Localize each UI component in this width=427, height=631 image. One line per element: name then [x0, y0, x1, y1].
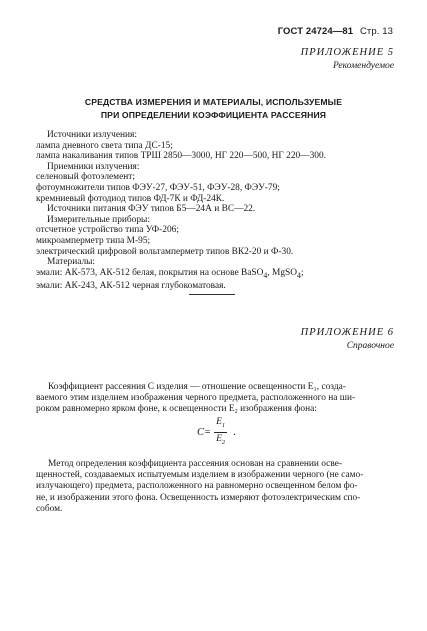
method-paragraph — [36, 459, 397, 515]
list-item: селеновый фотоэлемент; — [36, 172, 135, 183]
list-item: лампа накаливания типов ТРШ 2850—3000, НГ 220—500, НГ 220—300. — [36, 151, 326, 162]
list-item — [36, 268, 396, 281]
material-text: эмали: АК-573, АК-512 белая, покрытия на основе BaSO — [36, 267, 264, 278]
list-item: отсчетное устройство типа УФ-206; — [36, 225, 179, 236]
list-heading: Материалы: — [47, 257, 96, 268]
list-heading: Измерительные приборы: — [47, 214, 150, 225]
appendix-6-title: ПРИЛОЖЕНИЕ 6 — [300, 327, 394, 338]
text-line: роком равномерно ярком фоне, к освещенности E₂ изображения фона: — [36, 404, 317, 415]
section-divider — [189, 294, 235, 295]
formula-end-mark: . — [233, 426, 236, 438]
equipment-list — [36, 130, 396, 292]
formula-numerator — [214, 417, 227, 431]
appendix-5-subtitle: Рекомендуемое — [332, 61, 394, 71]
scattering-formula — [197, 417, 236, 448]
section-title-line-1: СРЕДСТВА ИЗМЕРЕНИЯ И МАТЕРИАЛЫ, ИСПОЛЬЗУЕМЫЕ — [84, 97, 343, 107]
denominator-symbol: E — [216, 433, 222, 444]
formula-fraction — [214, 417, 227, 448]
list-heading: Приемники излучения: — [47, 161, 140, 172]
section-title-line-2: ПРИ ОПРЕДЕЛЕНИИ КОЭФФИЦИЕНТА РАССЕЯНИЯ — [100, 110, 327, 120]
text-line: излучающего) предмета, расположенного на равномерно освещенном белом фо- — [36, 481, 358, 492]
text-line: ваемого этим изделием изображения черного предмета, расположенного на ши- — [36, 393, 356, 404]
text-line: Метод определения коэффициента рассеяния основан на сравнении осве- — [48, 459, 342, 469]
list-item: лампа дневного света типа ДС-15; — [36, 140, 173, 151]
standard-number: ГОСТ 24724—81 — [277, 26, 354, 37]
formula-lhs: C= — [197, 426, 212, 438]
page-header — [278, 26, 393, 37]
subscript: 4 — [263, 270, 268, 280]
text-line: щенностей, создаваемых испытуемым изделием в изображении черного (не само- — [36, 470, 364, 481]
appendix-6-heading — [301, 326, 394, 353]
material-text: , MgSO — [267, 267, 298, 278]
material-text: ; — [300, 267, 304, 278]
text-line: не, и изображении этого фона. Освещенность измеряют фотоэлектрическим спо- — [36, 492, 361, 503]
text-line: собом. — [36, 503, 63, 514]
appendix-5-heading — [301, 46, 394, 73]
section-title — [40, 96, 387, 122]
list-item: фотоумножители типов ФЭУ-27, ФЭУ-51, ФЭУ-28, ФЭУ-79; — [36, 182, 280, 193]
appendix-5-title: ПРИЛОЖЕНИЕ 5 — [300, 47, 394, 58]
numerator-subscript: 1 — [221, 421, 226, 429]
subscript: 4 — [297, 270, 301, 280]
list-item: эмали: АК-243, АК-512 черная глубокоматовая. — [36, 281, 226, 292]
page-number: Стр. 13 — [359, 26, 393, 37]
definition-paragraph — [36, 382, 397, 416]
list-item: Источники питания ФЭУ типов Б5—24А и ВС—22. — [47, 204, 256, 215]
text-line: Коэффициент рассеяния C изделия — отношение освещенности E₁, созда- — [48, 382, 346, 392]
numerator-symbol: E — [216, 417, 222, 427]
list-heading: Источники излучения: — [47, 130, 137, 140]
list-item: кремниевый фотодиод типов ФД-7К и ФД-24К. — [36, 193, 225, 204]
appendix-6-subtitle: Справочное — [346, 341, 394, 351]
list-item: микроамперметр типа М-95; — [36, 235, 151, 246]
denominator-subscript: 2 — [221, 438, 226, 446]
fraction-bar — [214, 432, 227, 433]
formula-denominator — [214, 434, 227, 448]
list-item: электрический цифровой вольтамперметр типов ВК2-20 и Ф-30. — [36, 246, 294, 257]
